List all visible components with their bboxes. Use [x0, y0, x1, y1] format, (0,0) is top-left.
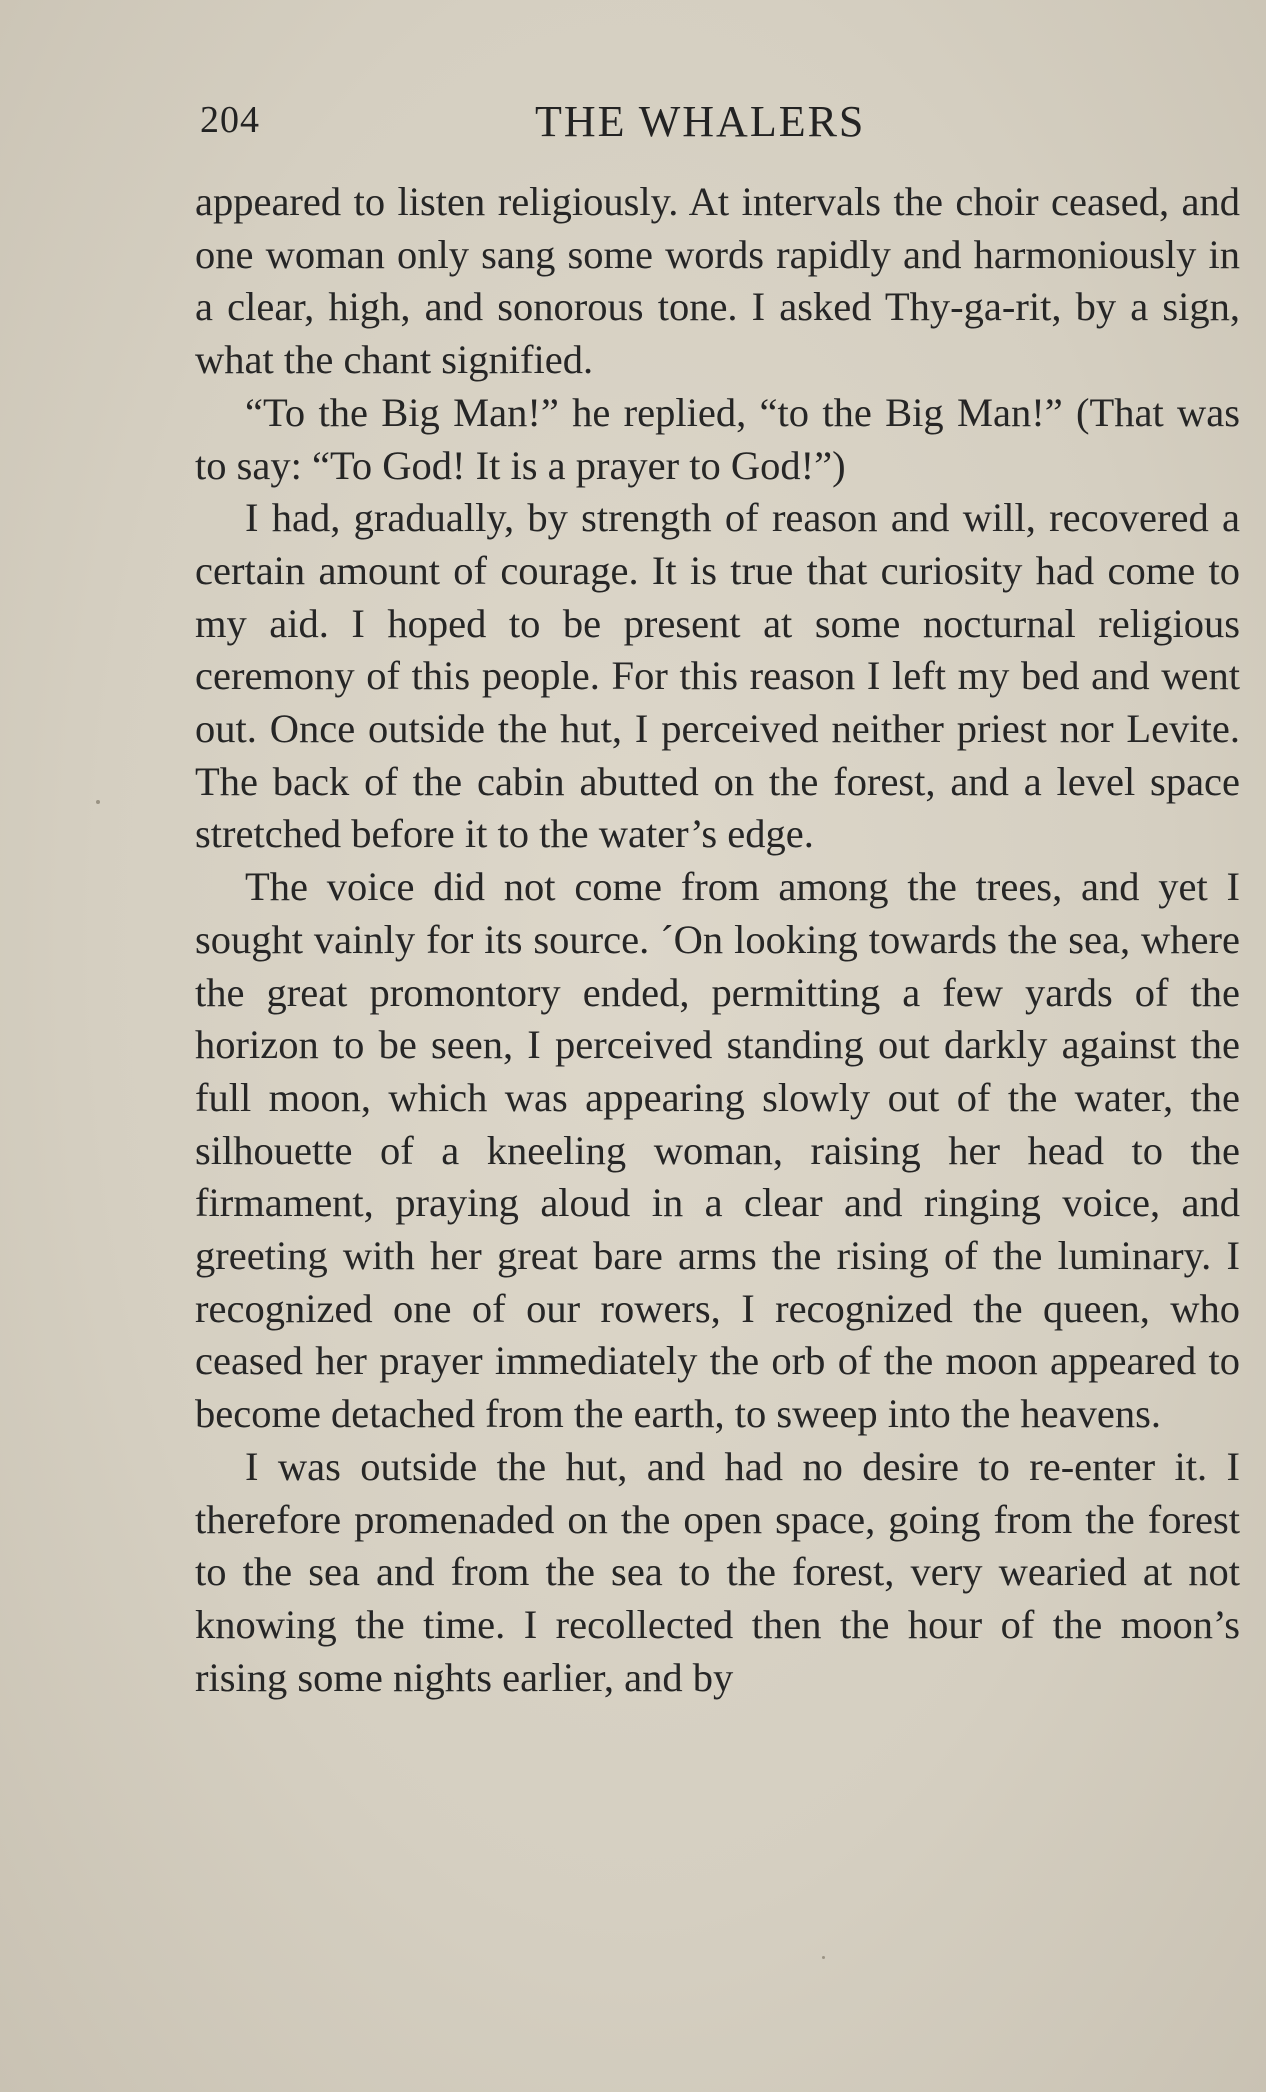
body-text	[195, 176, 1240, 1704]
paragraph: appeared to listen religiously. At intervals the choir ceased, and one woman only sang some words rapidly and harmoniously in a clear, high, and sonorous tone. I asked Thy-ga-rit, by a sign, what the chant signified.	[195, 179, 1240, 383]
paragraph: I had, gradually, by strength of reason and will, recovered a certain amount of courage. It is true that curiosity had come to my aid. I hoped to be present at some nocturnal religious ceremony of this people. For this reason I left my bed and went out. Once outside the hut, I perceived neither priest nor Levite. The back of the cabin abutted on the forest, and a level space stretched before it to the water’s edge.	[195, 495, 1240, 857]
paragraph: I was outside the hut, and had no desire to re-enter it. I therefore promenaded on the open space, going from the forest to the sea and from the sea to the forest, very wearied at not knowing the time. I recollected then the hour of the moon’s rising some nights earlier, and by	[195, 1443, 1240, 1700]
paragraph: “To the Big Man!” he replied, “to the Big Man!” (That was to say: “To God! It is a prayer to God!”)	[195, 389, 1240, 488]
paper-spot	[96, 800, 100, 804]
page-number: 204	[200, 99, 260, 141]
paragraph: The voice did not come from among the trees, and yet I sought vainly for its source. ´On looking towards the sea, where the great promontory ended, permitting a few yards of the horizon to be seen, I perceived standing out darkly against the full moon, which was appearing slowly out of the water, the silhouette of a kneeling woman, raising her head to the firmament, praying aloud in a clear and ringing voice, and greeting with her great bare arms the rising of the luminary. I recognized one of our rowers, I recognized the queen, who ceased her prayer immediately the orb of the moon appeared to become detached from the earth, to sweep into the heavens.	[195, 864, 1240, 1437]
running-title: THE WHALERS	[535, 97, 866, 146]
page-header	[200, 96, 1240, 152]
paper-spot	[822, 1956, 825, 1959]
